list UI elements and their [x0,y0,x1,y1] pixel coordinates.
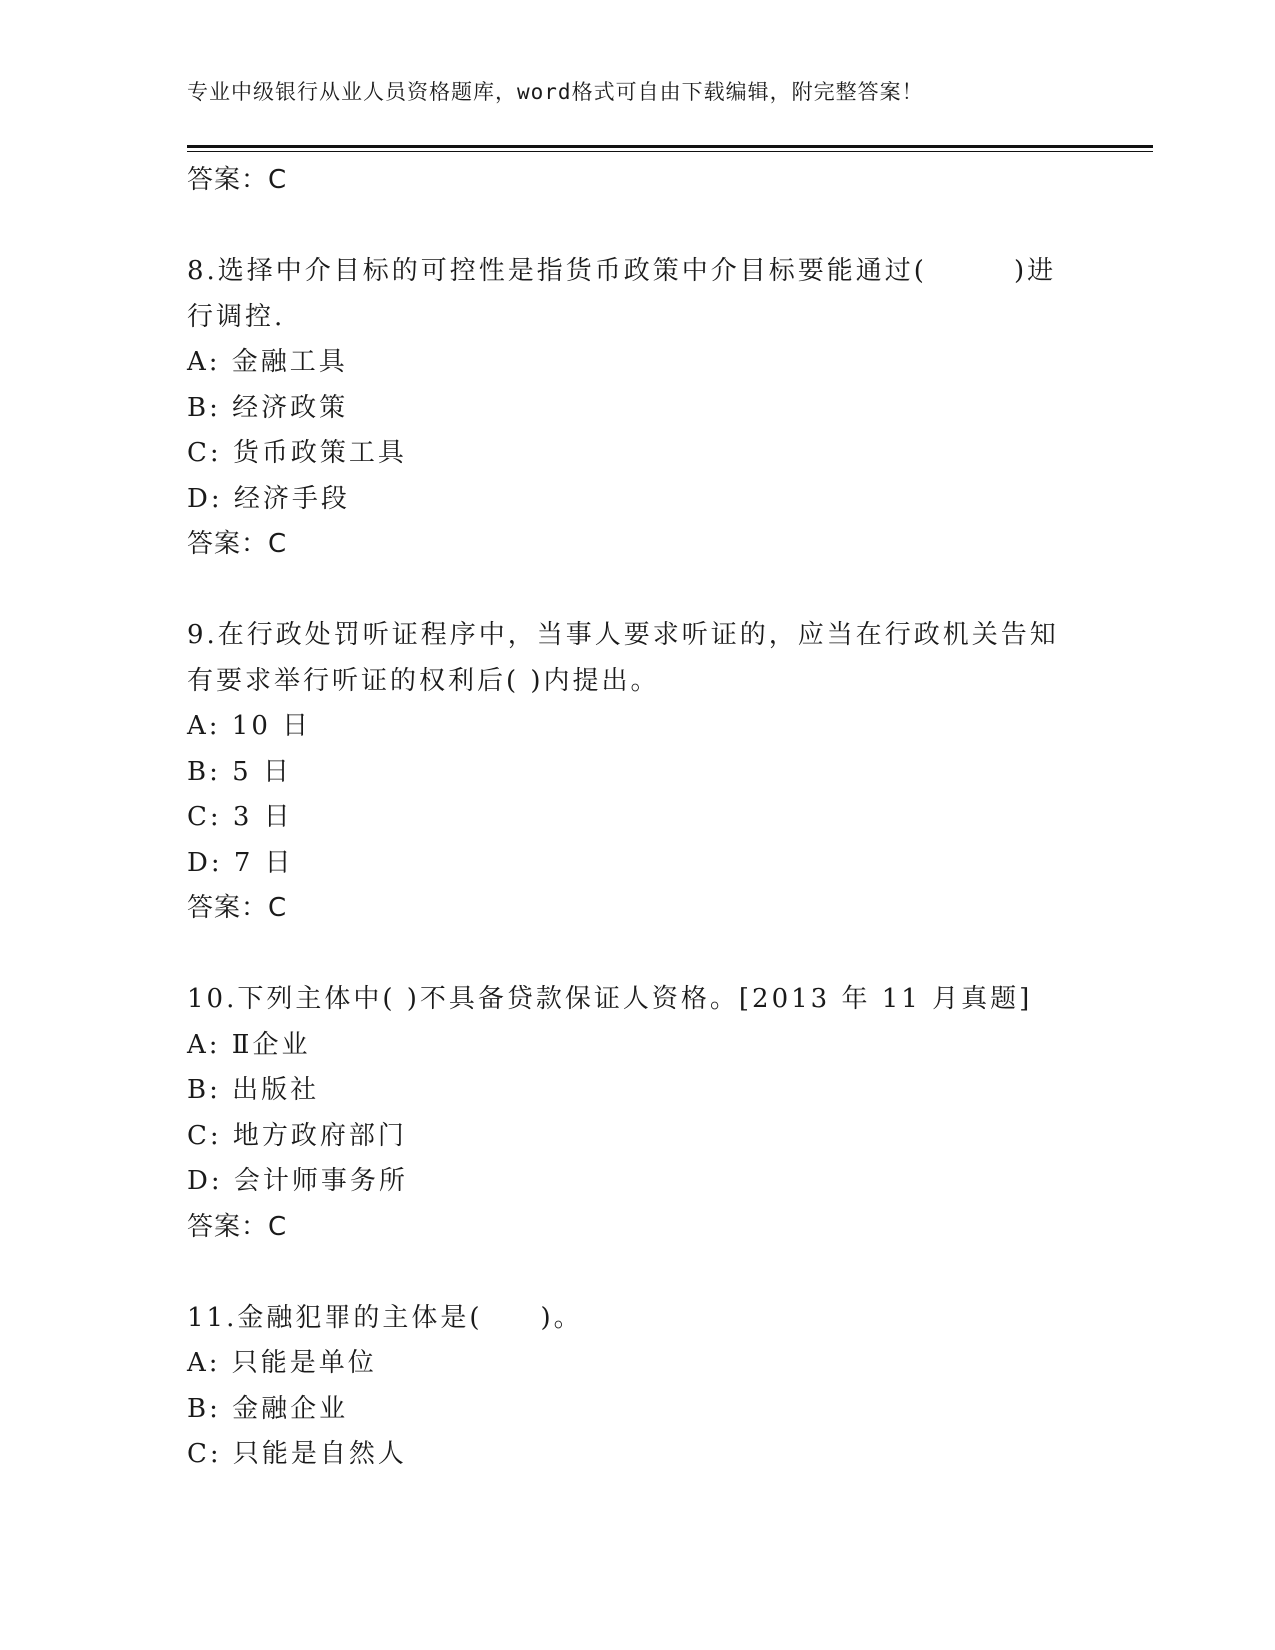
question-10 [187,977,1087,1250]
question-stem: 行调控. [187,301,286,332]
document-body [187,158,1087,1478]
question-11 [187,1296,1087,1478]
option-c: C: 3 日 [187,802,293,832]
option-c: C: 货币政策工具 [187,438,407,468]
option-a: A: 10 日 [187,711,312,741]
page-header: 专业中级银行从业人员资格题库，word格式可自由下载编辑，附完整答案！ [187,80,924,104]
answer-line: 答案：C [187,1211,288,1242]
question-8 [187,249,1087,568]
option-b: B: 出版社 [187,1075,320,1105]
header-rule-thick [187,145,1153,148]
question-stem: 9.在行政处罚听证程序中，当事人要求听证的，应当在行政机关告知 [187,620,1059,650]
option-a: A: 金融工具 [187,347,348,377]
question-stem: 11.金融犯罪的主体是( )。 [187,1302,583,1333]
option-b: B: 经济政策 [187,392,349,423]
question-stem: 10.下列主体中( )不具备贷款保证人资格。[2013 年 11 月真题] [187,984,1033,1014]
option-d: D: 经济手段 [187,483,350,514]
question-stem: 8.选择中介目标的可控性是指货币政策中介目标要能通过( )进 [187,256,1057,286]
option-b: B: 5 日 [187,756,292,787]
answer-line: 答案：C [187,893,288,923]
option-c: C: 只能是自然人 [187,1439,407,1469]
question-stem: 有要求举行听证的权利后( )内提出。 [187,665,660,696]
option-d: D: 7 日 [187,847,294,878]
header-rule-thin [187,151,1153,152]
answer-line: 答案：C [187,165,288,195]
option-c: C: 地方政府部门 [187,1120,407,1151]
option-b: B: 金融企业 [187,1393,349,1424]
option-a: A: Ⅱ企业 [187,1029,311,1060]
question-9 [187,613,1087,932]
option-d: D: 会计师事务所 [187,1166,408,1196]
option-a: A: 只能是单位 [187,1348,377,1378]
answer-line: 答案：C [187,529,288,559]
